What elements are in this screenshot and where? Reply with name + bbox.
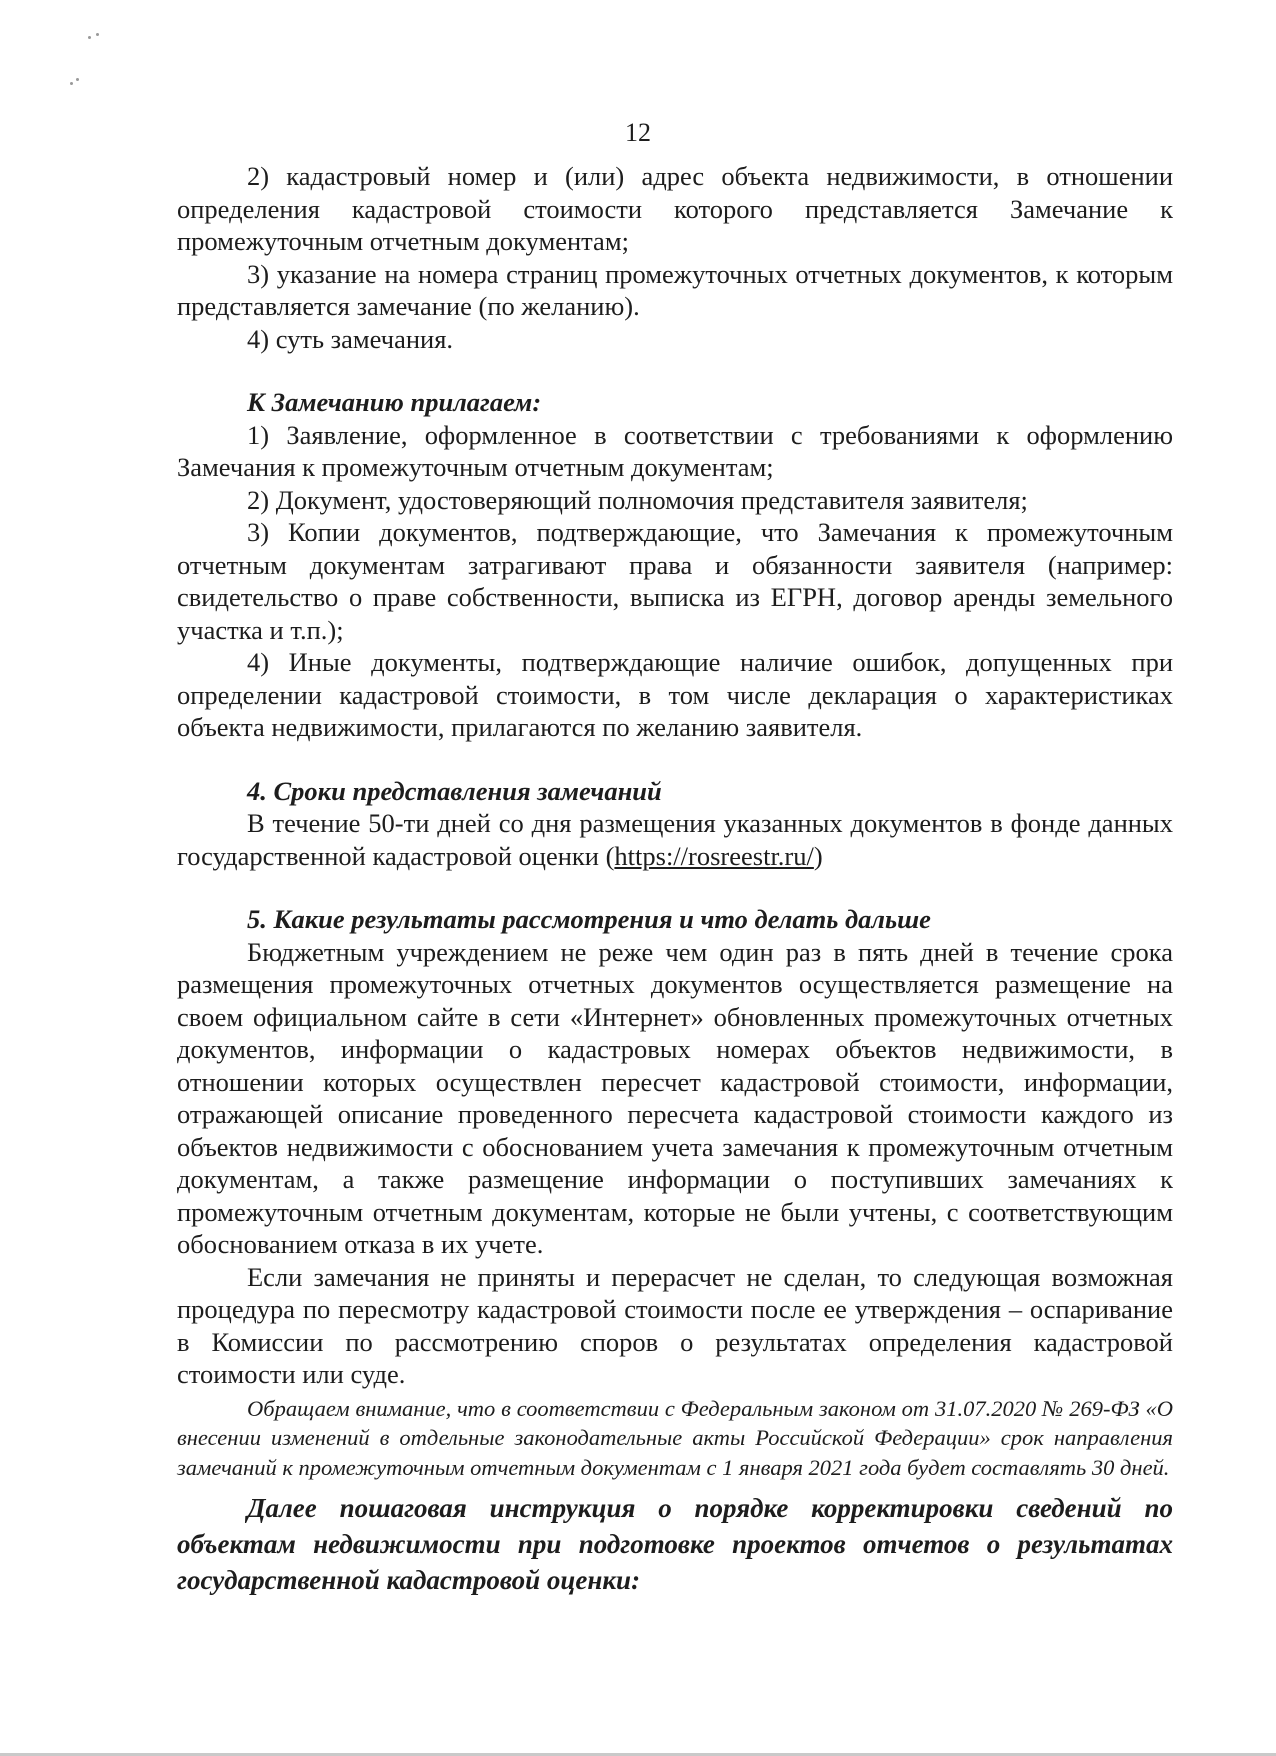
scan-speck <box>70 82 73 85</box>
section-4-text-start: В течение 50-ти дней со дня размещения указанных документов в фонде данных государственной кадастровой оценки ( <box>177 808 1173 871</box>
scan-speck <box>76 78 79 81</box>
spacer <box>177 744 1173 775</box>
section-4-text-end: ) <box>813 840 823 871</box>
spacer <box>177 355 1173 386</box>
attachment-item-power-of-attorney: 2) Документ, удостоверяющий полномочия представителя заявителя; <box>247 484 1028 515</box>
section-5-heading: 5. Какие результаты рассмотрения и что делать дальше <box>247 904 931 934</box>
section-5-paragraph-2: Если замечания не приняты и перерасчет не сделан, то следующая возможная процедура по пересмотру кадастровой стоимости после ее утверждения – оспаривание в Комиссии по рассмотрению споров о результатах определения кадастровой стоимости или суде. <box>177 1261 1173 1389</box>
list-item-remark-essence: 4) суть замечания. <box>247 323 454 354</box>
section-4-heading: 4. Сроки представления замечаний <box>247 775 662 806</box>
section-5-paragraph-1: Бюджетным учреждением не реже чем один раз в пять дней в течение срока размещения промежуточных отчетных документов осуществляется размещение на своем официальном сайте в сети «Интернет» обновленных промежуточных отчетных документов, информации о кадастровых номерах объектов недвижимости, в отношении которых осуществлен пересчет кадастровой стоимости, информации, отражающей описание проведенного пересчета кадастровой стоимости каждого из объектов недвижимости с обоснованием учета замечания к промежуточным отчетным документам, а также размещение информации о поступивших замечаниях к промежуточным отчетным документам, которые не были учтены, с соответствующим обоснованием отказа в их учете. <box>177 936 1173 1259</box>
section-4-text <box>177 807 1173 872</box>
list-item-cadastral-number: 2) кадастровый номер и (или) адрес объекта недвижимости, в отношении определения кадастровой стоимости которого представляется Замечание к промежуточным отчетным документам; <box>177 161 1173 256</box>
attachments-heading: К Замечанию прилагаем: <box>247 387 542 417</box>
closing-instruction: Далее пошаговая инструкция о порядке корректировки сведений по объектам недвижимости при подготовке проектов отчетов о результатах государственной кадастровой оценки: <box>177 1493 1173 1595</box>
attachment-item-document-copies: 3) Копии документов, подтверждающие, что Замечания к промежуточным отчетным документам затрагивают права и обязанности заявителя (например: свидетельство о праве собственности, выписка из ЕГРН, договор аренды земельного участка и т.п.); <box>177 517 1173 645</box>
scan-speck <box>88 36 91 39</box>
rosreestr-link[interactable]: https://rosreestr.ru/ <box>614 840 814 871</box>
spacer <box>177 872 1173 903</box>
federal-law-note: Обращаем внимание, что в соответствии с Федеральным законом от 31.07.2020 № 269-ФЗ «О внесении изменений в отдельные законодательные акты Российской Федерации» срок направления замечаний к промежуточным отчетным документам с 1 января 2021 года будет составлять 30 дней. <box>177 1395 1173 1480</box>
scan-speck <box>96 33 99 36</box>
page-number: 12 <box>625 118 651 147</box>
list-item-page-numbers: 3) указание на номера страниц промежуточных отчетных документов, к которым представляется замечание (по желанию). <box>177 258 1173 321</box>
attachment-item-other-documents: 4) Иные документы, подтверждающие наличие ошибок, допущенных при определении кадастровой стоимости, в том числе декларация о характеристиках объекта недвижимости, прилагаются по желанию заявителя. <box>177 647 1173 742</box>
document-body <box>177 160 1173 1598</box>
attachment-item-application: 1) Заявление, оформленное в соответствии с требованиями к оформлению Замечания к промежуточным отчетным документам; <box>177 419 1173 482</box>
